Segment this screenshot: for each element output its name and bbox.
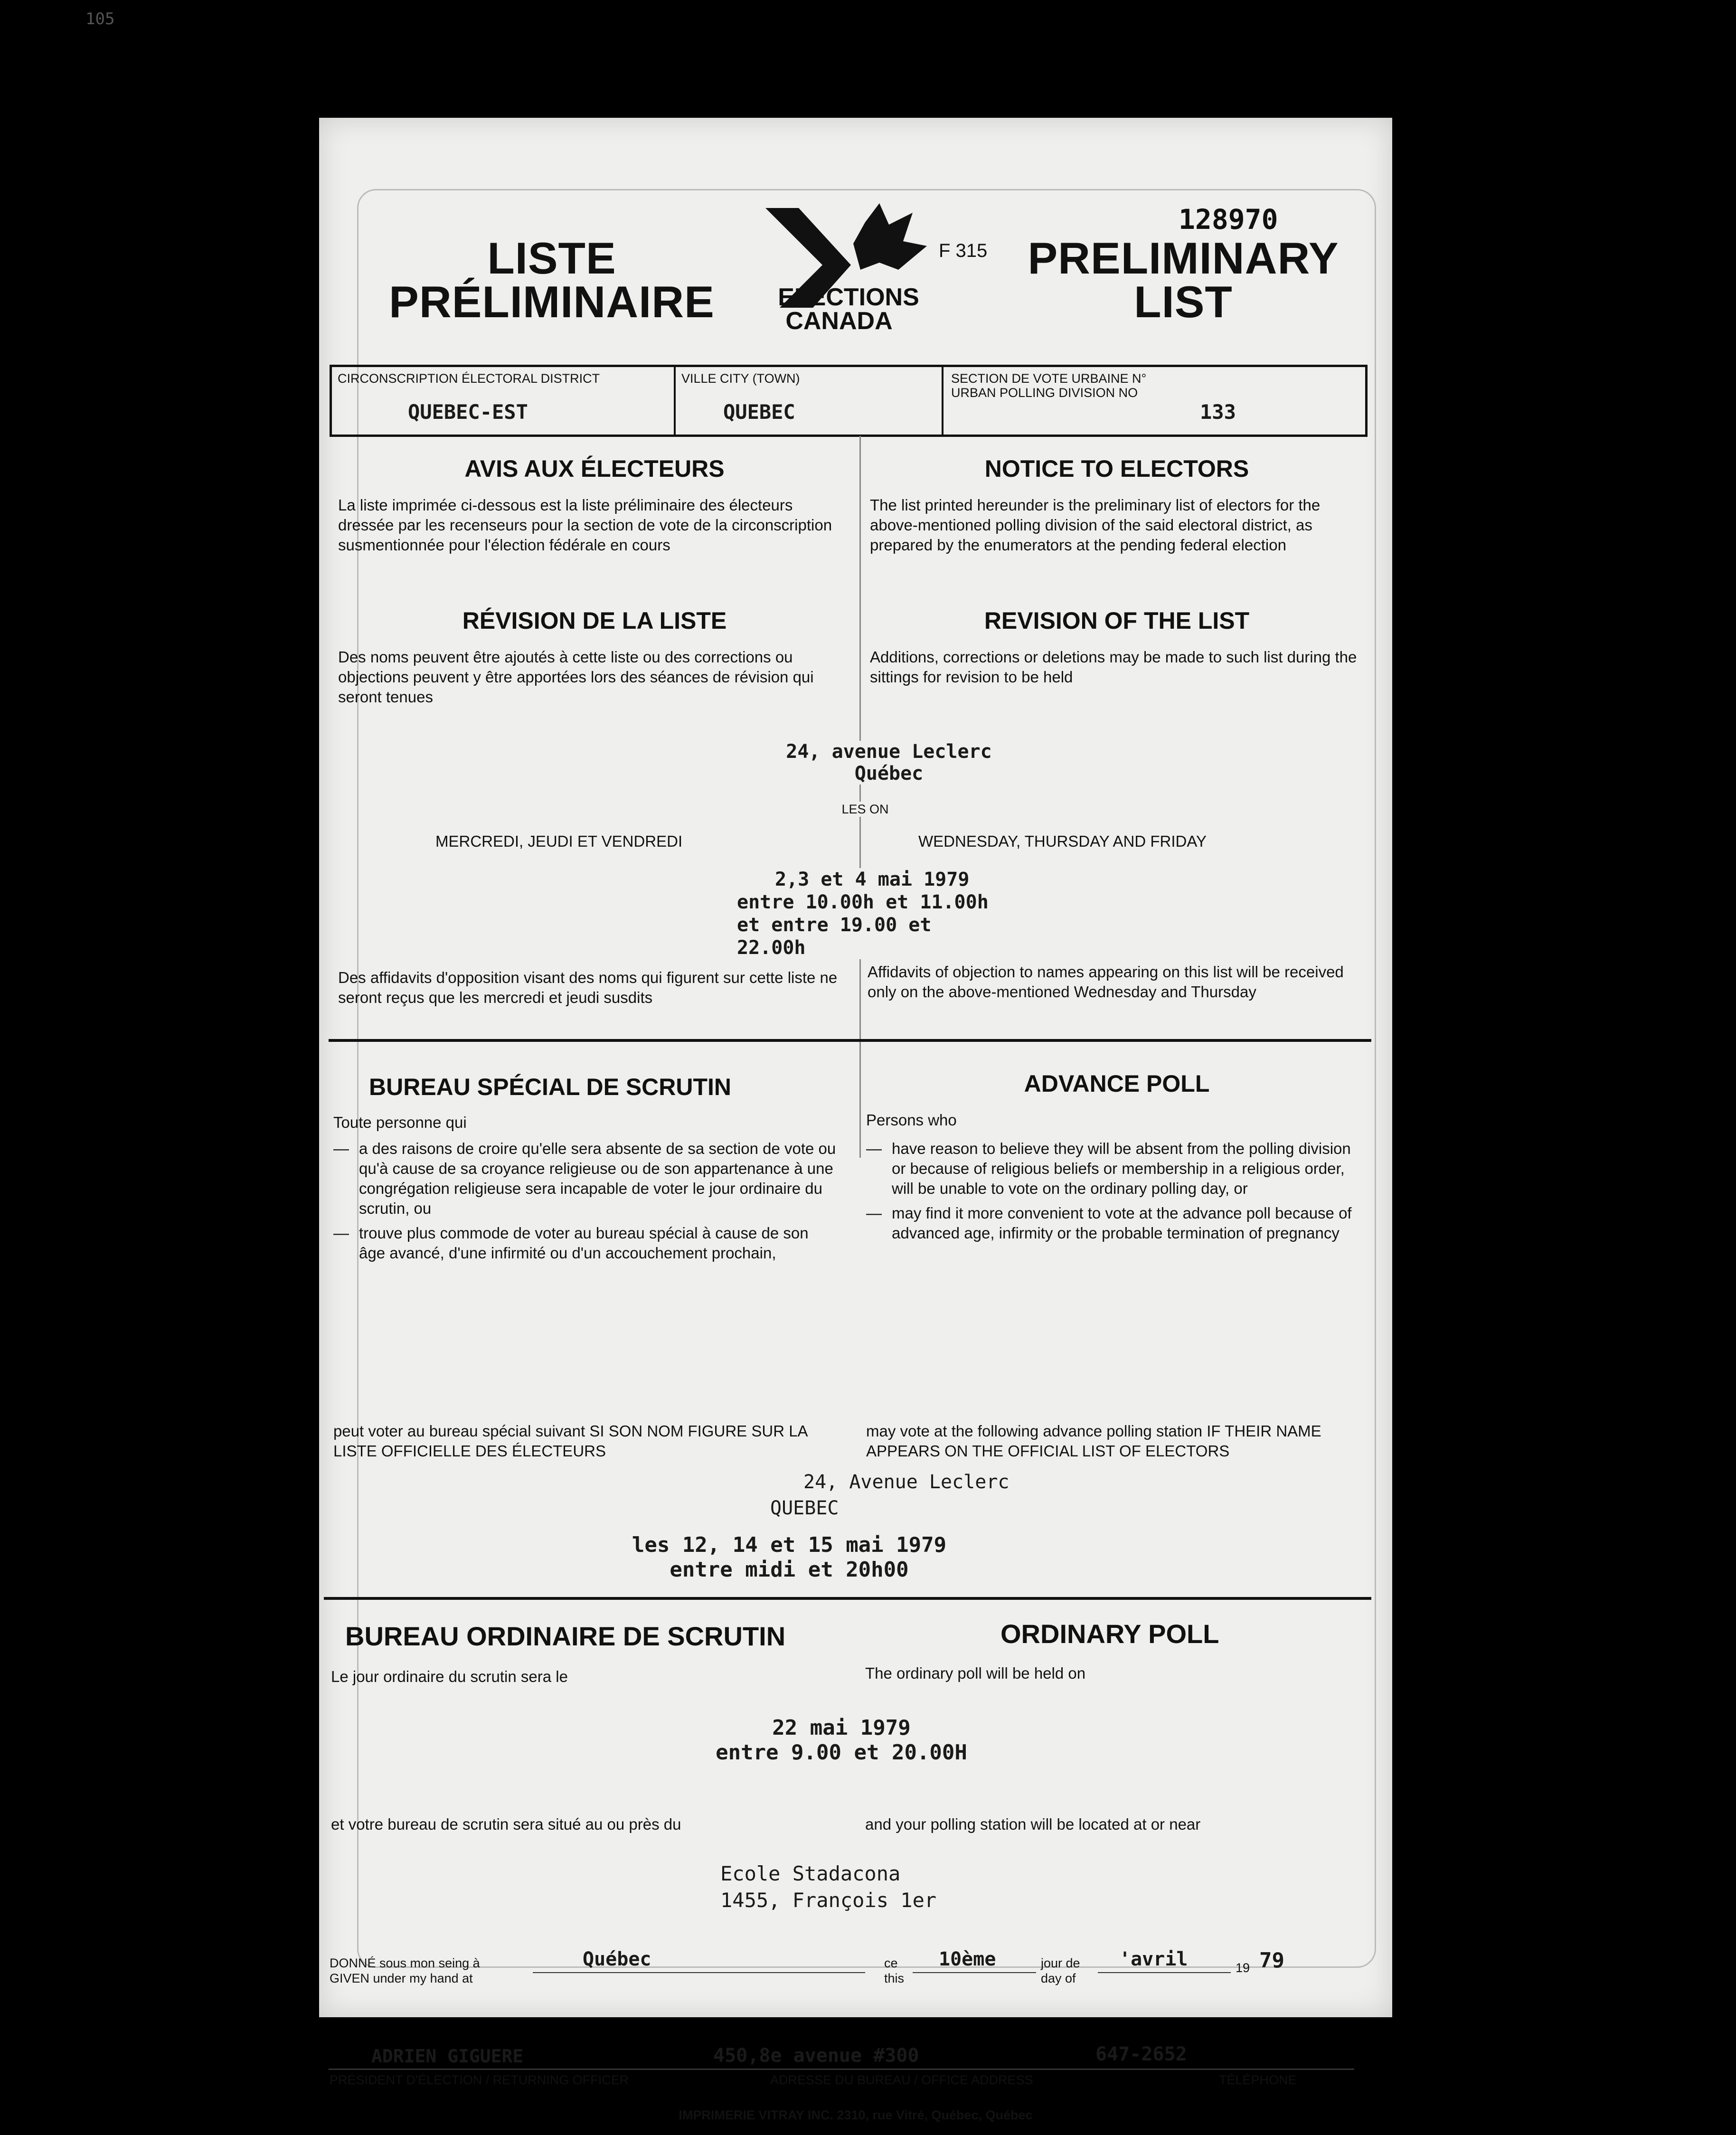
ordinary-title-fr: BUREAU ORDINAIRE DE SCRUTIN — [345, 1621, 786, 1651]
district-info-box — [330, 365, 1368, 437]
ordinary-location-fr: et votre bureau de scrutin sera situé au ou près du — [331, 1815, 681, 1833]
city-value: QUEBEC — [723, 400, 795, 424]
jour-de-label: jour de — [1041, 1956, 1080, 1970]
notice-text-fr: La liste imprimée ci-dessous est la liste préliminaire des électeurs dressée par les recenseurs pour la section de vote de la circonscription susmentionnée pour l'élection fédérale en cours — [338, 496, 832, 554]
year-value: 79 — [1259, 1948, 1284, 1973]
city-cell — [676, 367, 943, 435]
year-prefix: 19 — [1236, 1961, 1250, 1975]
days-en: WEDNESDAY, THURSDAY AND FRIDAY — [918, 831, 1207, 851]
logo-text-1: ELECTIONS — [778, 283, 919, 311]
month-value: 'avril — [1119, 1948, 1188, 1970]
ordinary-location-en: and your polling station will be located at or near — [865, 1815, 1201, 1833]
district-value: QUEBEC-EST — [408, 400, 528, 424]
column-divider — [859, 436, 861, 1158]
ordinary-text-en: The ordinary poll will be held on — [865, 1664, 1086, 1682]
district-cell — [332, 367, 676, 435]
revision-date-line-2: entre 10.00h et 11.00h — [737, 891, 989, 913]
affidavit-en: Affidavits of objection to names appearing on this list will be received only on the above-mentioned Wednesday and Thursday — [868, 963, 1344, 1001]
revision-date-line-3: et entre 19.00 et 22.00h — [737, 914, 932, 959]
ordinary-place — [720, 1861, 936, 1914]
advance-dates — [576, 1533, 1003, 1582]
serial-number: 128970 — [1179, 203, 1278, 236]
revision-title-fr: RÉVISION DE LA LISTE — [462, 607, 727, 634]
advance-date-line-1: les 12, 14 et 15 mai 1979 — [632, 1533, 947, 1557]
given-place-underline — [533, 1972, 865, 1973]
advance-outro-en: may vote at the following advance polling station IF THEIR NAME APPEARS ON THE OFFICIAL LIST OF ELECTORS — [866, 1422, 1321, 1460]
advance-title-en: ADVANCE POLL — [1024, 1070, 1210, 1097]
advance-date-line-2: entre midi et 20h00 — [670, 1558, 909, 1582]
days-fr: MERCREDI, JEUDI ET VENDREDI — [435, 831, 682, 851]
form-code: F 315 — [939, 240, 988, 261]
revision-date-line-1: 2,3 et 4 mai 1979 — [775, 869, 970, 890]
phone-label: TÉLÉPHONE — [1219, 2073, 1297, 2087]
division-label-1: SECTION DE VOTE URBAINE N° — [951, 371, 1147, 386]
section-divider-1 — [329, 1039, 1371, 1042]
officer-name: ADRIEN GIGUERE — [371, 2046, 524, 2067]
day-underline — [913, 1972, 1036, 1973]
section-divider-2 — [324, 1597, 1371, 1600]
notice-title-en: NOTICE TO ELECTORS — [984, 455, 1249, 482]
title-en-line-1: PRELIMINARY — [1028, 233, 1339, 283]
city-label: VILLE CITY (TOWN) — [681, 371, 800, 386]
advance-item-fr-1: — a des raisons de croire qu'elle sera absente de sa section de vote ou qu'à cause de sa croyance religieuse ou de son appartenance à une congrégation religieuse sera incapable de voter le jour ordinaire du scrutin, ou — [333, 1139, 837, 1219]
advance-outro-fr: peut voter au bureau spécial suivant SI SON NOM FIGURE SUR LA LISTE OFFICIELLE DES ÉLECTEURS — [333, 1422, 807, 1460]
title-fr-line-2: PRÉLIMINAIRE — [389, 277, 715, 327]
division-cell — [943, 367, 1363, 435]
office-address-value: 450,8e avenue #300 — [713, 2045, 919, 2067]
given-label-fr: DONNÉ sous mon seing à — [330, 1956, 480, 1970]
advance-intro-en: Persons who — [866, 1111, 957, 1129]
ordinary-text-fr: Le jour ordinaire du scrutin sera le — [331, 1668, 568, 1685]
phone-value: 647-2652 — [1095, 2043, 1187, 2065]
ordinary-title-en: ORDINARY POLL — [1000, 1619, 1219, 1649]
division-value: 133 — [1200, 400, 1236, 424]
division-label-2: URBAN POLLING DIVISION NO — [951, 386, 1138, 400]
notice-text-en: The list printed hereunder is the preliminary list of electors for the above-mentioned polling division of the said electoral district, as prepared by the enumerators at the pending federal election — [870, 496, 1321, 554]
notice-title-fr: AVIS AUX ÉLECTEURS — [464, 455, 725, 482]
given-place-value: Québec — [583, 1948, 651, 1970]
ordinary-date-line-2: entre 9.00 et 20.00H — [716, 1740, 967, 1765]
revision-place-line-2: Québec — [854, 763, 924, 784]
title-en-line-2: LIST — [1134, 277, 1233, 327]
advance-item-fr-2: — trouve plus commode de voter au bureau spécial à cause de son âge avancé, d'une infirmité ou d'un accouchement prochain, — [333, 1223, 837, 1263]
revision-text-fr: Des noms peuvent être ajoutés à cette liste ou des corrections ou objections peuvent y être apportées lors des séances de révision qui seront tenues — [338, 648, 814, 706]
advance-title-fr: BUREAU SPÉCIAL DE SCRUTIN — [369, 1074, 732, 1100]
ordinary-date-line-1: 22 mai 1979 — [772, 1716, 911, 1740]
signature-underline — [329, 2069, 1354, 2070]
ce-label: ce — [884, 1956, 898, 1970]
title-fr-line-1: LISTE — [487, 233, 616, 283]
advance-item-en-1: — have reason to believe they will be absent from the polling division or because of religious beliefs or membership in a religious order, will be unable to vote on the ordinary polling day, or — [866, 1139, 1364, 1199]
advance-item-en-2: — may find it more convenient to vote at the advance poll because of advanced age, infirmity or the probable termination of pregnancy — [866, 1203, 1364, 1243]
ordinary-dates — [651, 1716, 1031, 1765]
revision-text-en: Additions, corrections or deletions may be made to such list during the sittings for revision to be held — [870, 648, 1357, 686]
ordinary-place-line-2: 1455, François 1er — [720, 1889, 937, 1912]
revision-title-en: REVISION OF THE LIST — [984, 607, 1250, 634]
title-en — [1008, 233, 1359, 327]
preliminary-list-form — [319, 118, 1392, 2122]
corner-mark: 105 — [85, 9, 115, 28]
printer-imprint: IMPRIMERIE VITRAY INC. 2310, rue Vitré, Québec, Québec — [679, 2108, 1033, 2122]
revision-place — [651, 741, 1126, 784]
day-value: 10ème — [939, 1948, 996, 1970]
advance-place-line-1: 24, Avenue Leclerc — [803, 1471, 1010, 1493]
this-label: this — [884, 1971, 905, 1985]
advance-list-fr — [333, 1139, 837, 1268]
advance-place-line-2: QUEBEC — [770, 1497, 839, 1519]
given-label-en: GIVEN under my hand at — [330, 1971, 473, 1985]
advance-intro-fr: Toute personne qui — [333, 1114, 467, 1131]
elections-canada-logo — [761, 198, 936, 336]
officer-label: PRÉSIDENT D'ÉLECTION / RETURNING OFFICER — [330, 2073, 629, 2087]
revision-dates — [737, 868, 1003, 959]
ordinary-place-line-1: Ecole Stadacona — [720, 1862, 901, 1885]
day-of-label: day of — [1041, 1971, 1076, 1985]
les-on: LES ON — [794, 802, 936, 817]
affidavit-fr: Des affidavits d'opposition visant des noms qui figurent sur cette liste ne seront reçus que les mercredi et jeudi susdits — [338, 969, 838, 1006]
revision-place-line-1: 24, avenue Leclerc — [786, 741, 992, 763]
logo-text-2: CANADA — [785, 307, 893, 335]
office-address-label: ADRESSE DU BUREAU / OFFICE ADDRESS — [770, 2073, 1033, 2087]
month-underline — [1098, 1972, 1231, 1973]
advance-list-en — [866, 1139, 1364, 1248]
title-fr — [362, 233, 742, 327]
district-label: CIRCONSCRIPTION ÉLECTORAL DISTRICT — [338, 371, 600, 386]
